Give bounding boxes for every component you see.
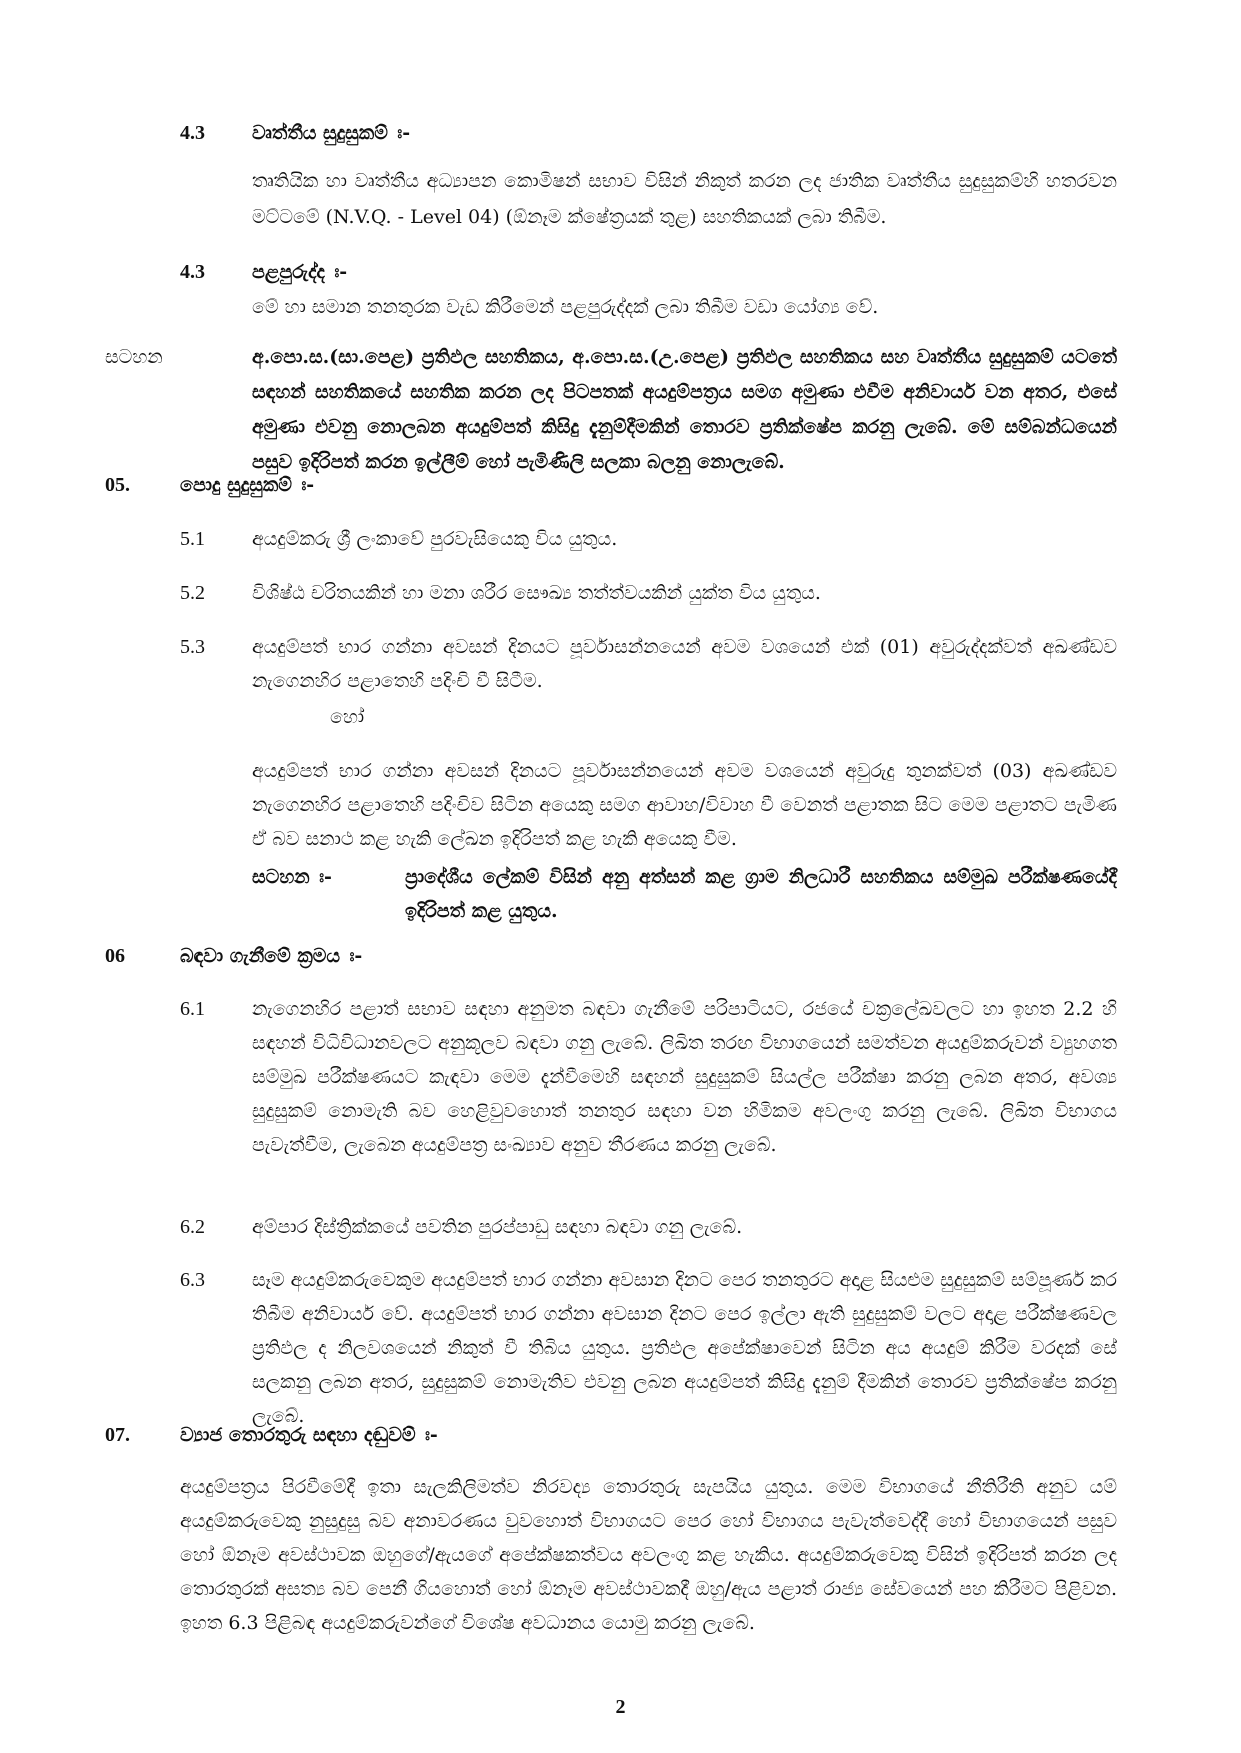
page-number: 2	[615, 1696, 626, 1718]
note-label: සටහන ඃ-	[252, 866, 332, 888]
section-number: 4.3	[180, 261, 205, 283]
note-body: ප්‍රාදේශීය ලේකම් විසින් අනු අත්සන් කළ ග්‍රාම නිලධාරී සහතිකය සම්මුඛ පරීක්ෂණයේදී ඉදිරිපත් කළ යුතුය.	[405, 866, 1117, 922]
item-number: 6.2	[180, 1216, 205, 1238]
item-number: 5.1	[180, 528, 205, 550]
note-body: අ.පො.ස.(සා.පෙළ) ප්‍රතිඵල සහතිකය, අ.පො.ස.(උ.පෙළ) ප්‍රතිඵල සහතිකය සහ වෘත්තීය සුදුසුකම් යටතේ සඳහන් සහතිකයේ සහතික කරන ලද පිටපතක් අයදුම්පත්‍රය සමග අමුණා එවීම අනිවාර්ය වන අතර, එසේ අමුණා එවනු නොලබන අයදුම්පත් කිසිදු දැනුම්දීමකින් තොරව ප්‍රතික්ෂේප කරනු ලැබේ. මේ සම්බන්ධයෙන් පසුව ඉදිරිපත් කරන ඉල්ලීම් හෝ පැමිණිලි සලකා බලනු නොලැබේ.	[252, 346, 1117, 473]
section-body: අයදුම්පත්‍රය පිරවීමේදී ඉතා සැලකිලිමත්ව නිරවද්‍ය තොරතුරු සැපයිය යුතුය. මෙම විභාගයේ නීතිරීති අනුව යම් අයදුම්කරුවෙකු නුසුදුසු බව අනාවරණය වුවහොත් විභාගයට පෙර හෝ විභාගය පැවැත්වෙද්දී හෝ විභාගයෙන් පසුව හෝ ඕනෑම අවස්ථාවක ඔහුගේ/ඇයගේ අපේක්ෂකත්වය අවලංගු කළ හැකිය. අයදුම්කරුවෙකු විසින් ඉදිරිපත් කරන ලද තොරතුරක් අසත්‍ය බව පෙනී ගියහොත් හෝ ඕනෑම අවස්ථාවකදී ඔහු/ඇය පළාත් රාජ්‍ය සේවයෙන් පහ කිරීමට පිළිවන. ඉහත 6.3 පිළිබඳ අයදුම්කරුවන්ගේ විශේෂ අවධානය යොමු කරනු ලැබේ.	[180, 1476, 1117, 1634]
item-number: 5.3	[180, 636, 205, 658]
section-heading: පොදු සුදුසුකම් ඃ-	[180, 474, 315, 496]
item-alt-text: අයදුම්පත් භාර ගන්නා අවසන් දිනයට පූර්වාසන්නයෙන් අවම වශයෙන් අවුරුදු තුනක්වත් (03) අඛණ්ඩව නැගෙනහිර පළාතෙහි පදිංචිව සිටින අයෙකු සමග ආවාහ/විවාහ වී වෙනත් පළාතක සිට මෙම පළාතට පැමිණ ඒ බව සනාථ කළ හැකි ලේඛන ඉදිරිපත් කළ හැකි අයෙකු වීම.	[252, 760, 1117, 850]
section-heading: පළපුරුද්ද ඃ-	[252, 261, 348, 283]
item-text: විශිෂ්ඨ චරිතයකින් හා මනා ශරීර සෞඛ්‍ය තත්ත්වයකින් යුක්ත විය යුතුය.	[252, 582, 821, 604]
section-number: 05.	[105, 474, 130, 496]
or-word: හෝ	[330, 706, 365, 728]
section-heading: වෘත්තීය සුදුසුකම් ඃ-	[252, 122, 411, 144]
item-text: අයදුම්පත් භාර ගන්නා අවසන් දිනයට පූර්වාසන්නයෙන් අවම වශයෙන් එක් (01) අවුරුද්දක්වත් අඛණ්ඩව නැගෙනහිර පළාතෙහි පදිංචි වී සිටීම.	[252, 636, 1117, 692]
section-body: මේ හා සමාන තනතුරක වැඩ කිරීමෙන් පළපුරුද්දක් ලබා තිබීම වඩා යෝග්‍ය වේ.	[252, 296, 879, 318]
item-text: අම්පාර දිස්ත්‍රික්කයේ පවතින පුරප්පාඩු සඳහා බඳවා ගනු ලැබේ.	[252, 1216, 743, 1238]
section-number: 4.3	[180, 122, 205, 144]
section-number: 06	[105, 945, 125, 967]
item-text: අයදුම්කරු ශ්‍රී ලංකාවේ පුරවැසියෙකු විය යුතුය.	[252, 528, 618, 550]
item-number: 6.1	[180, 998, 205, 1020]
section-heading: ව්‍යාජ තොරතුරු සඳහා දඬුවම් ඃ-	[180, 1424, 438, 1446]
section-body: තෘතියික හා වෘත්තීය අධ්‍යාපන කොමිෂන් සභාව විසින් නිකුත් කරන ලද ජාතික වෘත්තීය සුදුසුකම්හි හතරවන මට්ටමේ (N.V.Q. - Level 04) (ඕනෑම ක්ෂේත්‍රයක් තුළ) සහතිකයක් ලබා තිබීම.	[252, 170, 1117, 228]
item-number: 6.3	[180, 1269, 205, 1291]
item-text: සෑම අයදුම්කරුවෙකුම අයදුම්පත් භාර ගන්නා අවසාන දිනට පෙර තනතුරට අදාළ සියළුම සුදුසුකම් සම්පූර්ණ කර තිබීම අනිවාර්ය වේ. අයදුම්පත් භාර ගන්නා අවසාන දිනට පෙර ඉල්ලා ඇති සුදුසුකම් වලට අදාළ පරීක්ෂණවල ප්‍රතිඵල ද නිලවශයෙන් නිකුත් වී තිබිය යුතුය. ප්‍රතිඵල අපේක්ෂාවෙන් සිටින අය අයදුම් කිරීම වරදක් සේ සලකනු ලබන අතර, සුදුසුකම් නොමැතිව එවනු ලබන අයදුම්පත් කිසිදු දැනුම් දීමකින් තොරව ප්‍රතික්ෂේප කරනු ලැබේ.	[252, 1269, 1117, 1427]
item-number: 5.2	[180, 582, 205, 604]
section-heading: බඳවා ගැනීමේ ක්‍රමය ඃ-	[180, 945, 363, 967]
item-text: නැගෙනහිර පළාත් සභාව සඳහා අනුමත බඳවා ගැනීමේ පරිපාටියට, රජයේ චක්‍රලේඛවලට හා ඉහත 2.2 හි සඳහන් විධිවිධානවලට අනුකූලව බඳවා ගනු ලැබේ. ලිඛිත තරඟ විභාගයෙන් සමත්වන අයදුම්කරුවන් ව්‍යුහගත සම්මුඛ පරීක්ෂණයට කැඳවා මෙම දැන්වීමෙහි සඳහන් සුදුසුකම් සියල්ල පරීක්ෂා කරනු ලබන අතර, අවශ්‍ය සුදුසුකම් නොමැති බව හෙළිවුවහොත් තනතුර සඳහා වන හිමිකම අවලංගු කරනු ලැබේ. ලිඛිත විභාගය පැවැත්වීම, ලැබෙන අයදුම්පත්‍ර සංඛ්‍යාව අනුව තීරණය කරනු ලැබේ.	[252, 998, 1117, 1156]
section-number: 07.	[105, 1424, 130, 1446]
note-label: සටහන	[105, 346, 163, 368]
